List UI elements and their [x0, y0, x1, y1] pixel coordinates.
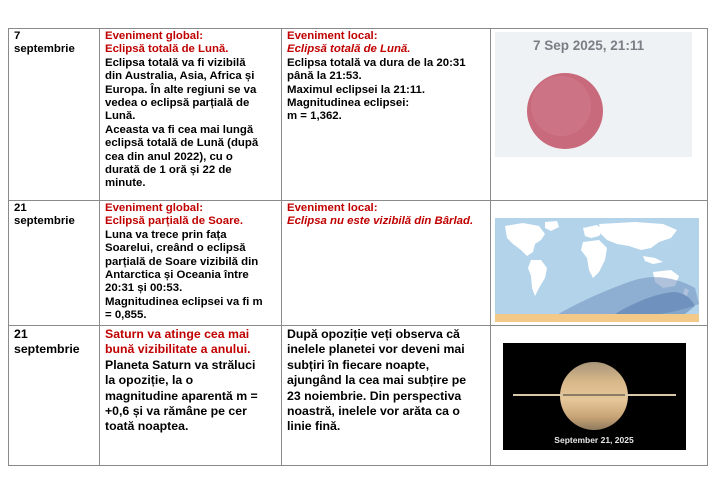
- global-title: Eclipsă totală de Lună.: [105, 43, 229, 56]
- text-line: Lună.: [105, 110, 136, 123]
- table-row: [9, 326, 708, 466]
- text-line: Aceasta va fi cea mai lungă: [105, 123, 254, 136]
- text-line: Europa. În alte regiuni se va: [105, 83, 257, 96]
- local-note: Eclipsa nu este vizibilă din Bârlad.: [287, 215, 474, 228]
- global-event-cell: [100, 29, 282, 201]
- text-line: magnitudine aparentă m =: [105, 388, 258, 403]
- global-label: Eveniment global:: [105, 202, 204, 214]
- text-line: 20:31 și 00:53.: [105, 282, 183, 295]
- global-label: Eveniment global:: [105, 30, 204, 42]
- text-line: 23 noiembrie. Din perspectiva: [287, 388, 462, 403]
- text-line: parțială de Soare vizibilă din: [105, 255, 259, 268]
- text-line: Eclipsa totală va fi vizibilă: [105, 56, 246, 69]
- text-line: din Australia, Asia, Africa și: [105, 70, 255, 83]
- saturn-image: [503, 343, 686, 450]
- local-event-cell: [282, 326, 491, 466]
- text-line: Antarctica și Oceania între: [105, 269, 249, 282]
- text-line: Magnitudinea eclipsei:: [287, 97, 410, 110]
- date-cell: [9, 29, 100, 201]
- text-line: linie fină.: [287, 419, 341, 434]
- local-label: Eveniment local:: [287, 30, 378, 42]
- text-line: până la 21:53.: [287, 70, 362, 83]
- text-line: m = 1,362.: [287, 110, 342, 123]
- date-day: 21: [14, 202, 27, 214]
- table-row: [9, 29, 708, 201]
- date-day: 21: [14, 327, 28, 341]
- text-line: eclipsă totală de Lună (după: [105, 137, 259, 150]
- text-line: minute.: [105, 177, 146, 190]
- text-line: subțiri în fiecare noapte,: [287, 357, 430, 372]
- solar-eclipse-map: [495, 218, 699, 322]
- text-line: Luna va trece prin fața: [105, 228, 227, 241]
- date-month: septembrie: [14, 342, 80, 357]
- global-title: Eclipsă parțială de Soare.: [105, 215, 244, 228]
- image-caption: 7 Sep 2025, 21:11: [533, 38, 645, 53]
- date-cell: [9, 201, 100, 326]
- image-cell: [491, 29, 708, 201]
- local-label: Eveniment local:: [287, 202, 378, 214]
- events-table: [8, 28, 708, 466]
- local-event-cell: [282, 29, 491, 201]
- date-cell: [9, 326, 100, 466]
- text-line: cea din anul 2022), cu o: [105, 150, 233, 163]
- date-month: septembrie: [14, 43, 75, 56]
- lunar-eclipse-image: [495, 32, 692, 157]
- text-line: = 0,855.: [105, 309, 147, 322]
- global-title: bună vizibilitate a anului.: [105, 342, 251, 357]
- text-line: Planeta Saturn va străluci: [105, 357, 256, 372]
- text-line: ajungând la cea mai subțire pe: [287, 373, 467, 388]
- global-event-cell: [100, 201, 282, 326]
- image-cell: [491, 326, 708, 466]
- text-line: +0,6 și va rămâne pe cer: [105, 404, 247, 419]
- image-caption: September 21, 2025: [554, 435, 634, 445]
- text-line: După opoziție veți observa că: [287, 327, 460, 341]
- local-title: Eclipsă totală de Lună.: [287, 43, 411, 56]
- text-line: vedea o eclipsă parțială de: [105, 97, 250, 110]
- text-line: inelele planetei vor deveni mai: [287, 342, 465, 357]
- image-cell: [491, 201, 708, 326]
- text-line: durată de 1 oră și 22 de: [105, 164, 232, 177]
- global-event-cell: [100, 326, 282, 466]
- local-event-cell: [282, 201, 491, 326]
- date-day: 7: [14, 30, 21, 42]
- table-row: [9, 201, 708, 326]
- antarctica: [495, 314, 699, 322]
- text-line: Soarelui, creând o eclipsă: [105, 242, 246, 255]
- text-line: la opoziție, la o: [105, 373, 194, 388]
- text-line: noastră, inelele vor arăta ca o: [287, 404, 460, 419]
- text-line: Eclipsa totală va dura de la 20:31: [287, 56, 466, 69]
- date-month: septembrie: [14, 215, 75, 228]
- text-line: Maximul eclipsei la 21:11.: [287, 83, 426, 96]
- global-title: Saturn va atinge cea mai: [105, 327, 250, 341]
- text-line: toată noaptea.: [105, 419, 189, 434]
- text-line: Magnitudinea eclipsei va fi m: [105, 295, 263, 308]
